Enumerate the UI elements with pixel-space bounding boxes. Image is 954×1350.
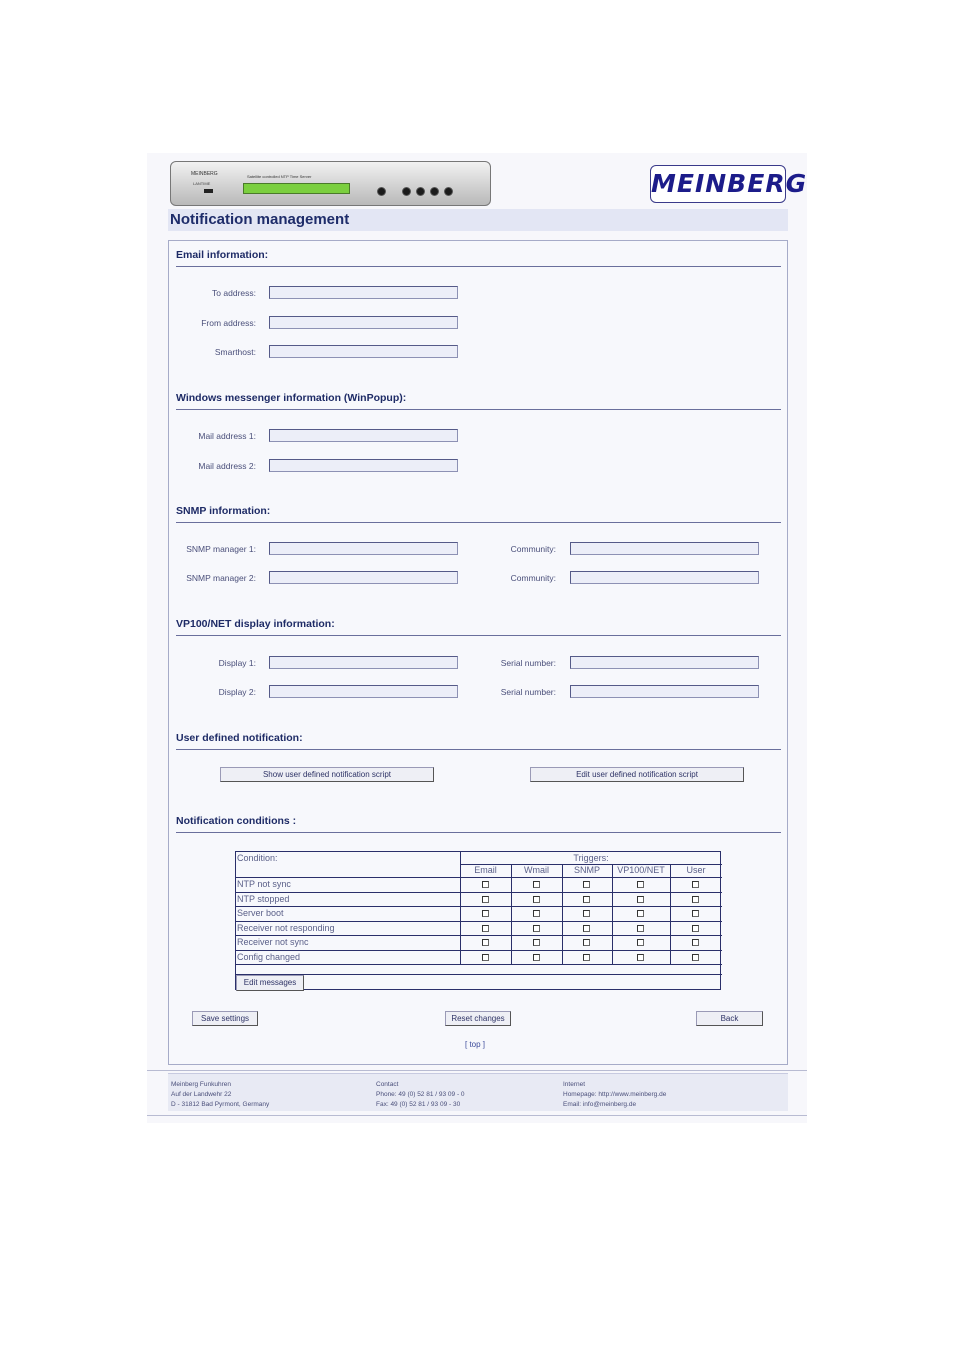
snmp-manager-1-input[interactable] [269,542,458,555]
trigger-checkbox[interactable] [533,925,540,932]
edit-script-button[interactable]: Edit user defined notification script [530,767,744,782]
smarthost-label: Smarthost: [214,347,256,357]
footer-email-link[interactable]: Email: info@meinberg.de [563,1101,637,1108]
page-container [147,153,807,1123]
footer-internet-title: Internet [563,1081,586,1088]
display-1-label: Display 1: [218,658,256,668]
snmp-manager-2-label: SNMP manager 2: [186,573,256,583]
condition-row-label: Config changed [237,951,301,962]
lcd-display-icon [243,183,350,194]
footer-company-city: D - 31812 Bad Pyrmont, Germany [171,1101,270,1108]
trigger-checkbox[interactable] [583,910,590,917]
section-snmp [176,497,781,523]
footer-bottom-divider [147,1115,807,1116]
from-address-label: From address: [201,318,256,328]
footer-homepage-link[interactable]: Homepage: http://www.meinberg.de [563,1091,667,1098]
display-2-label: Display 2: [218,687,256,697]
condition-header: Condition: [237,853,278,863]
trigger-checkbox[interactable] [533,881,540,888]
footer-company-street: Auf der Landwehr 22 [171,1091,232,1098]
trigger-checkbox[interactable] [637,896,644,903]
table-row-divider [236,892,722,893]
trigger-checkbox[interactable] [692,954,699,961]
trigger-checkbox[interactable] [637,925,644,932]
table-row-divider [236,974,722,975]
trigger-checkbox[interactable] [533,939,540,946]
trigger-checkbox[interactable] [583,954,590,961]
table-row-divider [236,921,722,922]
edit-messages-button[interactable]: Edit messages [236,975,304,991]
trigger-checkbox[interactable] [583,925,590,932]
table-header-divider [236,877,722,878]
to-address-label: To address: [212,288,256,298]
snmp-manager-2-input[interactable] [269,571,458,584]
trigger-checkbox[interactable] [482,910,489,917]
trigger-checkbox[interactable] [482,881,489,888]
trigger-checkbox[interactable] [692,925,699,932]
display-2-input[interactable] [269,685,458,698]
trigger-checkbox[interactable] [482,954,489,961]
section-heading: User defined notification: [176,732,303,744]
trigger-checkbox[interactable] [533,896,540,903]
page-title: Notification management [170,211,350,228]
save-settings-button[interactable]: Save settings [192,1011,258,1026]
condition-row-label: NTP stopped [237,893,290,904]
button-knob-icon [402,187,411,196]
section-winpopup [176,384,781,410]
trigger-checkbox[interactable] [637,881,644,888]
usb-port-icon [204,189,213,193]
trigger-checkbox[interactable] [692,939,699,946]
footer-phone: Phone: 49 (0) 52 81 / 93 09 - 0 [376,1091,465,1098]
community-1-label: Community: [510,544,556,554]
from-address-input[interactable] [269,316,458,329]
serial-number-2-label: Serial number: [500,687,556,697]
button-knob-icon [430,187,439,196]
serial-number-1-input[interactable] [570,656,759,669]
section-vp100 [176,610,781,636]
section-heading: Email information: [176,249,269,261]
table-row-divider [236,935,722,936]
show-script-button[interactable]: Show user defined notification script [220,767,434,782]
to-address-input[interactable] [269,286,458,299]
table-row-divider [236,964,722,965]
trigger-checkbox[interactable] [583,939,590,946]
reset-changes-button[interactable]: Reset changes [445,1011,511,1026]
table-row-divider [236,950,722,951]
footer-company-name: Meinberg Funkuhren [171,1081,231,1088]
section-user-defined [176,724,781,750]
smarthost-input[interactable] [269,345,458,358]
mail-address-2-label: Mail address 2: [198,461,256,471]
trigger-column-header: VP100/NET [617,865,665,875]
serial-number-1-label: Serial number: [500,658,556,668]
trigger-column-header: Email [474,865,497,875]
footer-company [171,1080,269,1110]
table-row-divider [236,906,722,907]
button-knob-icon [377,187,386,196]
footer-contact-title: Contact [376,1081,399,1088]
trigger-checkbox[interactable] [637,910,644,917]
back-button[interactable]: Back [696,1011,763,1026]
mail-address-2-input[interactable] [269,459,458,472]
device-model: LANTIME [193,181,211,186]
trigger-checkbox[interactable] [533,954,540,961]
serial-number-2-input[interactable] [570,685,759,698]
device-front-panel-image [170,161,491,206]
mail-address-1-input[interactable] [269,429,458,442]
section-heading: VP100/NET display information: [176,618,335,630]
community-1-input[interactable] [570,542,759,555]
device-lcd-title: Satellite controlled NTP Time Server [247,174,312,179]
trigger-checkbox[interactable] [482,896,489,903]
triggers-header: Triggers: [573,853,609,863]
display-1-input[interactable] [269,656,458,669]
conditions-table [235,851,721,990]
condition-row-label: NTP not sync [237,879,291,889]
button-knob-icon [416,187,425,196]
footer-divider [147,1070,807,1071]
trigger-checkbox[interactable] [692,896,699,903]
community-2-input[interactable] [570,571,759,584]
community-2-label: Community: [510,573,556,583]
trigger-checkbox[interactable] [692,910,699,917]
trigger-checkbox[interactable] [637,954,644,961]
footer [168,1073,788,1111]
trigger-checkbox[interactable] [583,896,590,903]
trigger-checkbox[interactable] [482,939,489,946]
trigger-checkbox[interactable] [692,881,699,888]
footer-internet [563,1080,666,1110]
footer-fax: Fax: 49 (0) 52 81 / 93 09 - 30 [376,1101,461,1108]
title-bar [168,209,788,231]
trigger-checkbox[interactable] [482,925,489,932]
condition-row-label: Receiver not sync [237,937,309,947]
trigger-column-header: User [686,865,706,875]
settings-form [168,240,788,1065]
button-knob-icon [444,187,453,196]
trigger-column-header: SNMP [573,865,600,875]
trigger-checkbox[interactable] [583,881,590,888]
snmp-manager-1-label: SNMP manager 1: [186,544,256,554]
section-heading: Notification conditions : [176,815,297,827]
section-heading: Windows messenger information (WinPopup): [176,392,407,404]
trigger-column-header: Wmail [524,865,549,875]
condition-row-label: Receiver not responding [237,922,335,933]
condition-row-label: Server boot [237,908,284,918]
top-link[interactable]: [ top ] [465,1040,486,1049]
section-heading: SNMP information: [176,505,271,517]
device-brand: MEINBERG [191,171,218,177]
trigger-checkbox[interactable] [637,939,644,946]
mail-address-1-label: Mail address 1: [198,431,256,441]
section-email [176,241,781,267]
meinberg-logo: MEINBERG [650,165,786,203]
footer-contact [376,1080,465,1110]
section-conditions [176,807,781,833]
trigger-checkbox[interactable] [533,910,540,917]
